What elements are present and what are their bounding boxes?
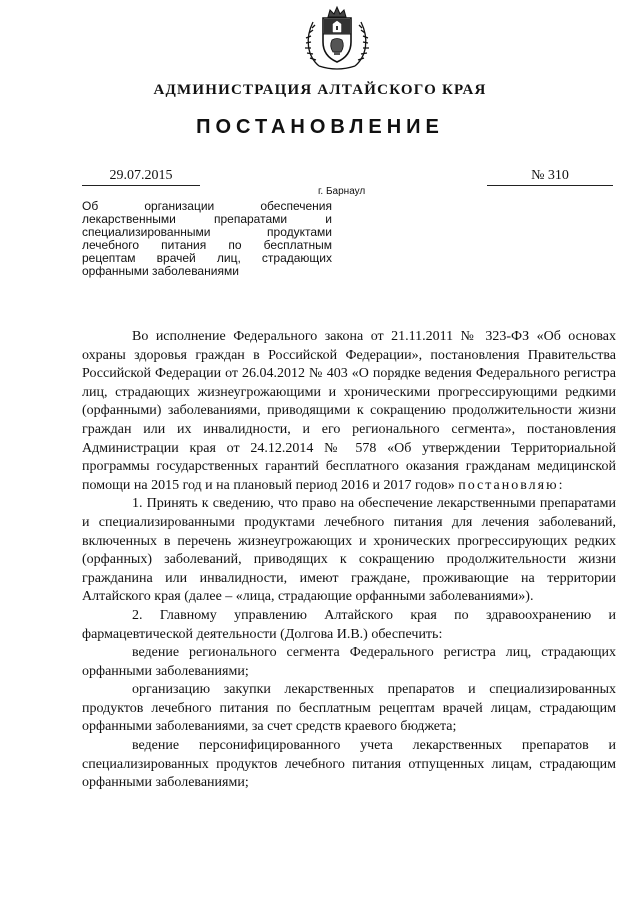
altai-krai-coat-of-arms-icon [301, 4, 373, 72]
document-type-title: ПОСТАНОВЛЕНИЕ [196, 116, 444, 138]
preamble-paragraph [82, 328, 616, 495]
preamble-text: Во исполнение Федерального закона от 21.11.2011 № 323-ФЗ «Об основах охраны здоровья граждан в Российской Федерации», постановления Правительства Российской Федерации от 26.04.2012 № 403 «О порядке ведения Федерального регистра лиц, страдающих жизнеугрожающими и хроническими прогрессирующими редкими (орфанными) заболеваниями, приводящими к сокращению продолжительности жизни граждан или их инвалидности, и его регионального сегмента», постановления Администрации края от 24.12.2014 № 578 «Об утверждении Территориальной программы государственных гарантий бесплатного оказания гражданам медицинской помощи на 2015 год и на плановый период 2016 и 2017 годов» [82, 329, 616, 493]
item-1-paragraph: 1. Принять к сведению, что право на обеспечение лекарственными препаратами и специализированными продуктами лечебного питания для лечения заболеваний, включенных в перечень жизнеугрожающих и хронических прогрессирующих редких (орфанных) заболеваний, приводящих к сокращению продолжительности жизни гражданина или инвалидности, имеют граждане, проживающие на территории Алтайского края (далее – «лица, страдающие орфанными заболеваниями»). [82, 496, 616, 605]
organization-title: АДМИНИСТРАЦИЯ АЛТАЙСКОГО КРАЯ [153, 82, 487, 98]
item-2-b-paragraph: организацию закупки лекарственных препаратов и специализированных продуктов лечебного питания по бесплатным рецептам врачей лицам, страдающим орфанными заболеваниями, за счет средств краевого бюджета; [82, 682, 616, 735]
document-body [82, 328, 616, 793]
document-subject: Об организации обеспечения лекарственными препаратами и специализированными продуктами лечебного питания по бесплатным рецептам врачей лиц, страдающих орфанными заболеваниями [82, 199, 332, 278]
resolve-word: постановляю: [458, 477, 565, 493]
item-2-paragraph: 2. Главному управлению Алтайского края по здравоохранению и фармацевтической деятельности (Долгова И.В.) обеспечить: [82, 607, 616, 642]
item-2-a-paragraph: ведение регионального сегмента Федерального регистра лиц, страдающих орфанными заболеваниями; [82, 645, 616, 679]
document-city: г. Барнаул [318, 186, 366, 197]
item-2-c-paragraph: ведение персонифицированного учета лекарственных препаратов и специализированных продуктов лечебного питания отпущенных лицам, страдающим орфанными заболеваниями; [82, 738, 616, 791]
document-date: 29.07.2015 [82, 168, 200, 186]
document-number: № 310 [487, 168, 613, 186]
